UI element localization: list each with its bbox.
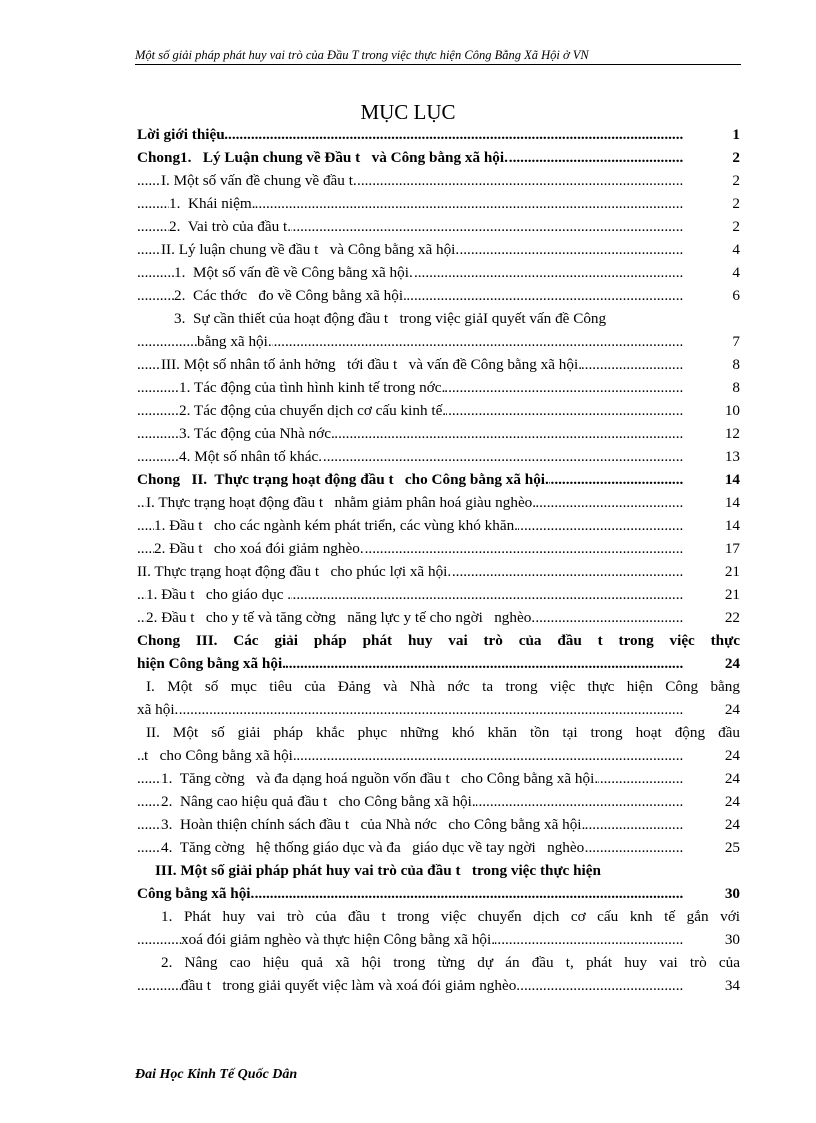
toc-entry-page-number: . . . 22 xyxy=(724,606,740,629)
toc-entry-title: bằng xã hội. xyxy=(197,330,272,353)
toc-entry xyxy=(137,445,740,468)
toc-entry xyxy=(137,422,740,445)
toc-entry-title: 4. Tăng cờng hệ thống giáo dục và đa giáo dục về tay ngời nghèo xyxy=(161,836,584,859)
page-title: MỤC LỤC xyxy=(360,100,456,124)
toc-entry xyxy=(137,468,740,491)
toc-entry xyxy=(137,215,740,238)
toc-entry xyxy=(137,928,740,951)
toc-entry-title: xoá đói giảm nghèo và thực hiện Công bằng xã hội. xyxy=(181,928,495,951)
toc-entry xyxy=(137,744,740,767)
toc-entry-page-number: . . . 14 xyxy=(724,468,740,491)
toc-entry-title: 2. Tác động của chuyển dịch cơ cấu kinh tế. xyxy=(179,399,446,422)
toc-entry-title: 1. Đầu t cho các ngành kém phát triển, các vùng khó khăn. xyxy=(154,514,518,537)
toc-entry-title: 1. Tăng cờng và đa dạng hoá nguồn vốn đầu t cho Công bằng xã hội. xyxy=(161,767,598,790)
toc-entry-page-number: . . . 4 xyxy=(731,238,740,261)
toc-entry xyxy=(137,767,740,790)
toc-entry-title: 1. Phát huy vai trò của đầu t trong việc chuyển dịch cơ cấu knh tế gắn với xyxy=(161,905,740,928)
toc-entry xyxy=(137,399,740,422)
toc-entry xyxy=(137,813,740,836)
toc-entry-page-number: . . . 8 xyxy=(731,376,740,399)
toc-entry-title: Lời giới thiệu xyxy=(137,123,225,146)
toc-entry-title: 3. Tác động của Nhà nớc. xyxy=(179,422,335,445)
toc-entry xyxy=(137,491,740,514)
toc-entry-title: 2. Đầu t cho xoá đói giảm nghèo. xyxy=(154,537,364,560)
toc-entry-title: 2. Nâng cao hiệu quả xã hội trong từng dự án đầu t, phát huy vai trò của xyxy=(161,951,740,974)
toc-entry xyxy=(137,974,740,997)
toc-entry xyxy=(137,560,740,583)
toc-entry-title: đầu t trong giải quyết việc làm và xoá đói giảm nghèo. xyxy=(181,974,520,997)
toc-entry xyxy=(137,859,740,882)
toc-entry-title: I. Thực trạng hoạt động đầu t nhằm giảm phân hoá giàu nghèo. xyxy=(146,491,536,514)
toc-entry-title: Công bằng xã hội. xyxy=(137,882,254,905)
toc-entry xyxy=(137,583,740,606)
toc-entry-page-number: . . . 2 xyxy=(731,192,740,215)
toc-entry-page-number: . . . 13 xyxy=(724,445,740,468)
toc-entry-page-number: . . . 34 xyxy=(724,974,740,997)
toc-entry-page-number: . . . 24 xyxy=(724,744,740,767)
footer-institution: Đai Học Kinh Tế Quốc Dân xyxy=(135,1067,298,1082)
toc-entry-page-number: . . . 25 xyxy=(724,836,740,859)
toc-entry-page-number: . . . 14 xyxy=(724,491,740,514)
toc-entry-page-number: . . . 4 xyxy=(731,261,740,284)
toc-entry-page-number: . . . 2 xyxy=(731,146,740,169)
toc-entry-title: 4. Một số nhân tố khác. xyxy=(179,445,322,468)
toc-entry-title: Chong III. Các giải pháp phát huy vai trò của đầu t trong việc thực xyxy=(137,629,740,652)
toc-entry xyxy=(137,721,740,744)
toc-entry-page-number: . . . 1 xyxy=(731,123,740,146)
toc-entry xyxy=(137,376,740,399)
toc-entry-page-number: . . . 10 xyxy=(724,399,740,422)
toc-entry xyxy=(137,606,740,629)
table-of-contents xyxy=(137,123,740,997)
toc-entry-title: 1. Một số vấn đề về Công bằng xã hội. xyxy=(174,261,413,284)
toc-entry xyxy=(137,330,740,353)
toc-entry-title: hiện Công bằng xã hội. xyxy=(137,652,286,675)
toc-entry-title: 1. Tác động của tình hình kinh tế trong nớc. xyxy=(179,376,445,399)
toc-entry xyxy=(137,836,740,859)
toc-entry-title: 3. Hoàn thiện chính sách đầu t của Nhà nớc cho Công bằng xã hội. xyxy=(161,813,585,836)
toc-entry-title: Chong II. Thực trạng hoạt động đầu t cho Công bằng xã hội. xyxy=(137,468,549,491)
toc-entry xyxy=(137,629,740,652)
toc-entry xyxy=(137,238,740,261)
toc-entry-page-number: . . . 30 xyxy=(724,928,740,951)
toc-entry-page-number: . . . 2 xyxy=(731,169,740,192)
toc-entry-title: 3. Sự cần thiết của hoạt động đầu t trong việc giảI quyết vấn đề Công xyxy=(174,307,606,330)
toc-entry xyxy=(137,652,740,675)
toc-entry-page-number: . . . 24 xyxy=(724,813,740,836)
toc-entry xyxy=(137,905,740,928)
toc-entry xyxy=(137,951,740,974)
toc-entry-page-number: . . . 17 xyxy=(724,537,740,560)
toc-entry-page-number: . . . 24 xyxy=(724,767,740,790)
toc-entry xyxy=(137,169,740,192)
toc-entry-title: II. Thực trạng hoạt động đầu t cho phúc lợi xã hội. xyxy=(137,560,451,583)
toc-entry-page-number: . . . 14 xyxy=(724,514,740,537)
toc-entry xyxy=(137,675,740,698)
toc-entry-title: 2. Đầu t cho y tế và tăng cờng năng lực y tế cho ngời nghèo. xyxy=(146,606,535,629)
toc-entry xyxy=(137,123,740,146)
running-header: Một số giải pháp phát huy vai trò của Đầu T trong việc thực hiện Công Bằng Xã Hội ở VN xyxy=(135,48,741,65)
toc-entry-title: III. Một số nhân tố ảnh hởng tới đầu t và vấn đề Công bằng xã hội. xyxy=(161,353,582,376)
toc-entry xyxy=(137,284,740,307)
toc-entry-page-number: . . . 6 xyxy=(731,284,740,307)
toc-entry-page-number: . . . 21 xyxy=(724,560,740,583)
toc-entry-title: II. Một số giải pháp khắc phục những khó khăn tồn tại trong hoạt động đầu xyxy=(146,721,740,744)
toc-entry-page-number: . . . 2 xyxy=(731,215,740,238)
toc-entry xyxy=(137,353,740,376)
toc-entry-title: t cho Công bằng xã hội. xyxy=(144,744,297,767)
toc-entry-title: Chong1. Lý Luận chung về Đầu t và Công bằng xã hội. xyxy=(137,146,508,169)
toc-entry-page-number: . . . 24 xyxy=(724,652,740,675)
toc-entry xyxy=(137,192,740,215)
toc-entry-page-number: . . . 8 xyxy=(731,353,740,376)
toc-entry-title: I. Một số mục tiêu của Đảng và Nhà nớc ta trong việc thực hiện Công bằng xyxy=(146,675,740,698)
toc-entry-title: II. Lý luận chung về đầu t và Công bằng xã hội. xyxy=(161,238,459,261)
toc-entry-title: III. Một số giải pháp phát huy vai trò của đầu t trong việc thực hiện xyxy=(155,859,601,882)
toc-entry-title: xã hội. xyxy=(137,698,178,721)
toc-entry xyxy=(137,537,740,560)
toc-entry-title: 2. Nâng cao hiệu quả đầu t cho Công bằng xã hội. xyxy=(161,790,476,813)
toc-entry-title: I. Một số vấn đề chung về đầu t. xyxy=(161,169,357,192)
toc-entry-page-number: . . . 24 xyxy=(724,698,740,721)
toc-entry xyxy=(137,514,740,537)
toc-entry-title: 2. Các thớc đo về Công bằng xã hội. xyxy=(174,284,407,307)
toc-entry xyxy=(137,307,740,330)
toc-entry-page-number: . . . 24 xyxy=(724,790,740,813)
toc-entry xyxy=(137,790,740,813)
toc-entry-page-number: . . . 7 xyxy=(731,330,740,353)
toc-entry-title: 1. Đầu t cho giáo dục . xyxy=(146,583,291,606)
toc-entry xyxy=(137,882,740,905)
toc-entry xyxy=(137,261,740,284)
toc-entry-page-number: . . . 12 xyxy=(724,422,740,445)
toc-entry-page-number: . . . 30 xyxy=(724,882,740,905)
toc-entry-title: 1. Khái niệm. xyxy=(169,192,255,215)
toc-entry xyxy=(137,698,740,721)
toc-entry xyxy=(137,146,740,169)
toc-entry-title: 2. Vai trò của đầu t. xyxy=(169,215,291,238)
toc-entry-page-number: . . . 21 xyxy=(724,583,740,606)
